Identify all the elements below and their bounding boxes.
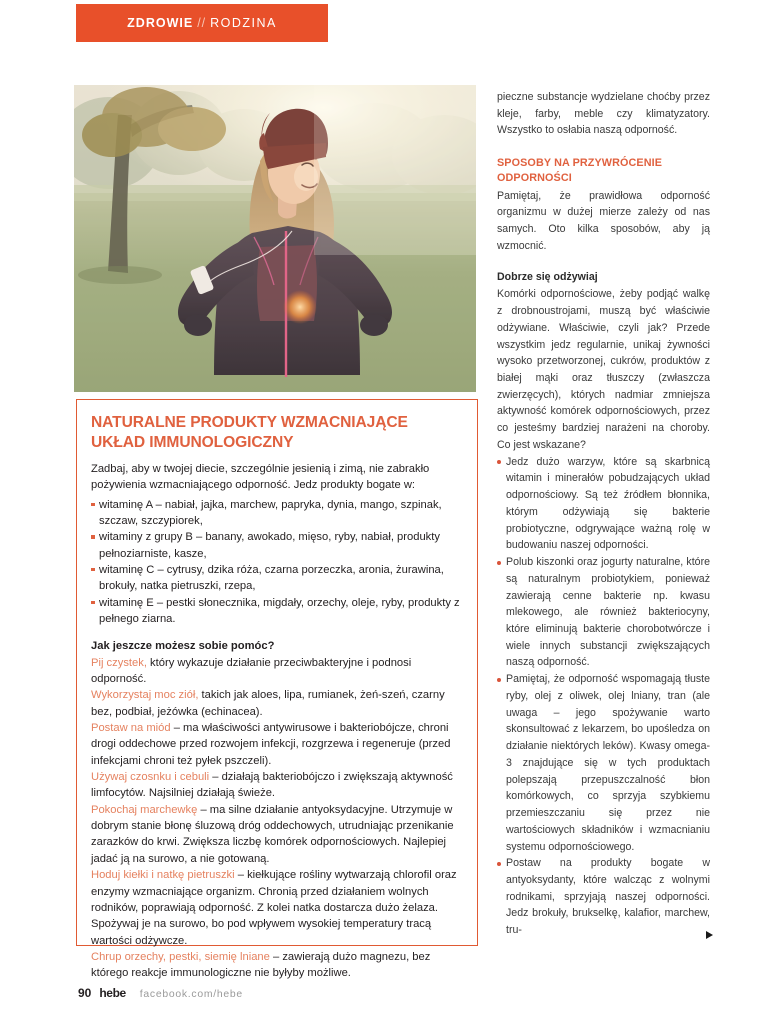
tip-body: – ma właściwości antywirusowe i bakteriobójcze, chroni drogi oddechowe przed rozwojem infekcji, rozgrzewa i regeneruje (przed infekcjami chroni też pyłek pszczeli). — [91, 722, 451, 767]
kicker-separator: // — [197, 16, 207, 30]
highlighted-article-box — [76, 399, 478, 980]
tip-paragraph — [91, 655, 462, 688]
page-footer — [78, 986, 243, 1000]
list-item: Pamiętaj, że odporność wspomagają tłuste ryby, olej z oliwek, olej lniany, tran (ale uwaga – jego spożywanie warto skonsultować z lekarzem, bo upośledza on działanie niektórych leków). Kwasy omega-3 znajdujące się w tych produktach polepszają przepuszczalność błon komórkowych, co sprzyja szybkiemu przemieszczaniu się przez nie wartościowych składników i wzmacnianiu systemu odpornościowego. — [497, 671, 710, 855]
tip-paragraph — [91, 769, 462, 802]
tip-lead-in: Pij czystek, — [91, 656, 147, 669]
subsection-paragraph: Komórki odpornościowe, żeby podjąć walkę z drobnoustrojami, muszą być właściwie odżywiane. Właściwie, czyli jak? Przede wszystkim jedz regularnie, unikaj żywności wysoko przetworzonej, cukrów, produktów z białej mąki oraz tłuszczy (zwłaszcza zwierzęcych), których nadmiar zmniejsza aktywność komórek odpornościowych, przez co jesteśmy bardziej narażeni na choroby. Co jest wskazane? — [497, 288, 710, 451]
list-item: witaminy z grupy B – banany, awokado, mięso, ryby, nabiał, produkty pełnoziarniste, kasze, — [91, 529, 462, 562]
section-intro-paragraph: Pamiętaj, że prawidłowa odporność organizmu w dużej mierze zależy od nas samych. Oto kilka sposobów, aby ją wzmocnić. — [497, 189, 710, 252]
tip-paragraph — [91, 802, 462, 867]
tip-paragraph — [91, 687, 462, 720]
section-heading: SPOSOBY NA PRZYWRÓCENIE ODPORNOŚCI — [497, 157, 663, 184]
brand-logo: hebe — [99, 986, 126, 1000]
tip-lead-in: Postaw na miód — [91, 722, 171, 735]
facebook-url[interactable]: facebook.com/hebe — [139, 989, 243, 1000]
list-item: witaminę C – cytrusy, dzika róża, czarna porzeczka, aronia, żurawina, brokuły, natka pietruszki, rzepa, — [91, 562, 462, 595]
carryover-paragraph: pieczne substancje wydzielane choćby przez kleje, farby, meble czy klimatyzatory. Wszystko to osłabia naszą odporność. — [497, 91, 710, 137]
tip-body: który wykazuje działanie przeciwbakteryjne i podnosi odporność. — [91, 656, 412, 686]
hero-photo-illustration — [74, 85, 476, 392]
subsection-heading: Dobrze się odżywiaj — [497, 271, 598, 284]
tip-body: – kiełkujące rośliny wytwarzają chlorofil oraz enzymy wzmacniające organizm. Chronią przed działaniem wolnych rodników, poprawiają odporność. Z kolei natka dostarcza dużo żelaza. Spożywaj je na surowo, bo pod wpływem wysokiej temperatury tracą wartości odżywcze. — [91, 869, 457, 947]
tip-lead-in: Wykorzystaj moc ziół, — [91, 689, 199, 702]
tip-body: – działają bakteriobójczo i zwiększają aktywność limfocytów. Najsilniej działają świeże. — [91, 771, 453, 800]
infobox-subheading: Jak jeszcze możesz sobie pomóc? — [91, 640, 275, 653]
infobox-intro: Zadbaj, aby w twojej diecie, szczególnie jesienią i zimą, nie zabrakło pożywienia wzmacniającego odporność. Jedz produkty bogate w: — [91, 462, 430, 492]
tip-body: – ma silne działanie antyoksydacyjne. Utrzymuje w dobrym stanie błonę śluzową dróg oddechowych, utrudniając przenikanie zarazków do krwi. Zwiększa liczbę komórek odpornościowych. Najlepiej jadać ją na surowo, a nie gotowaną. — [91, 803, 454, 865]
page-number: 90 — [78, 986, 92, 1000]
hero-photo — [74, 85, 476, 392]
tip-paragraph — [91, 720, 462, 769]
tip-lead-in: Hoduj kiełki i natkę pietruszki — [91, 869, 235, 882]
tip-paragraph — [91, 949, 462, 982]
tip-paragraph — [91, 867, 462, 949]
list-item: witaminę E – pestki słonecznika, migdały, orzechy, oleje, ryby, produkty z pełnego ziarna. — [91, 595, 462, 628]
list-item: witaminę A – nabiał, jajka, marchew, papryka, dynia, mango, szpinak, szczaw, szczypiorek, — [91, 497, 462, 530]
vitamin-list — [91, 497, 462, 628]
tip-body: takich jak aloes, lipa, rumianek, żeń-szeń, czarny bez, podbiał, jeżówka (echinacea). — [91, 689, 445, 718]
infobox-title: NATURALNE PRODUKTY WZMACNIAJĄCE UKŁAD IMMUNOLOGICZNY — [91, 414, 408, 451]
kicker-category: ZDROWIE — [127, 16, 194, 30]
list-item: Postaw na produkty bogate w antyoksydanty, które walcząc z wolnymi rodnikami, sprzyjają naszej odporności. Jedz brokuły, brukselkę, kalafior, marchew, tru- — [497, 855, 710, 939]
kicker-subcategory: RODZINA — [210, 16, 277, 30]
list-item: Jedz dużo warzyw, które są skarbnicą witamin i minerałów pobudzających układ odpornościowy. Są też źródłem błonnika, którym odżywiają się bakterie probiotyczne, odgrywające ważną rolę w budowaniu naszej odporności. — [497, 454, 710, 554]
list-item: Polub kiszonki oraz jogurty naturalne, które są naturalnym probiotykiem, ponieważ zawierają cenne bakterie np. kwasu mlekowego, ale również bakteriocyny, które eliminują bakterie chorobotwórcze i wiele innych substancji zwiększających naszą odporność. — [497, 554, 710, 671]
tip-lead-in: Chrup orzechy, pestki, siemię lniane — [91, 950, 270, 963]
right-text-column — [497, 89, 710, 939]
section-kicker-banner — [76, 4, 328, 42]
right-triangle-arrow-icon — [706, 931, 713, 939]
tip-lead-in: Używaj czosnku i cebuli — [91, 771, 210, 784]
tip-lead-in: Pokochaj marchewkę — [91, 803, 198, 816]
tip-body: – zawierają dużo magnezu, bez którego reakcje immunologiczne nie byłyby możliwe. — [91, 950, 431, 980]
